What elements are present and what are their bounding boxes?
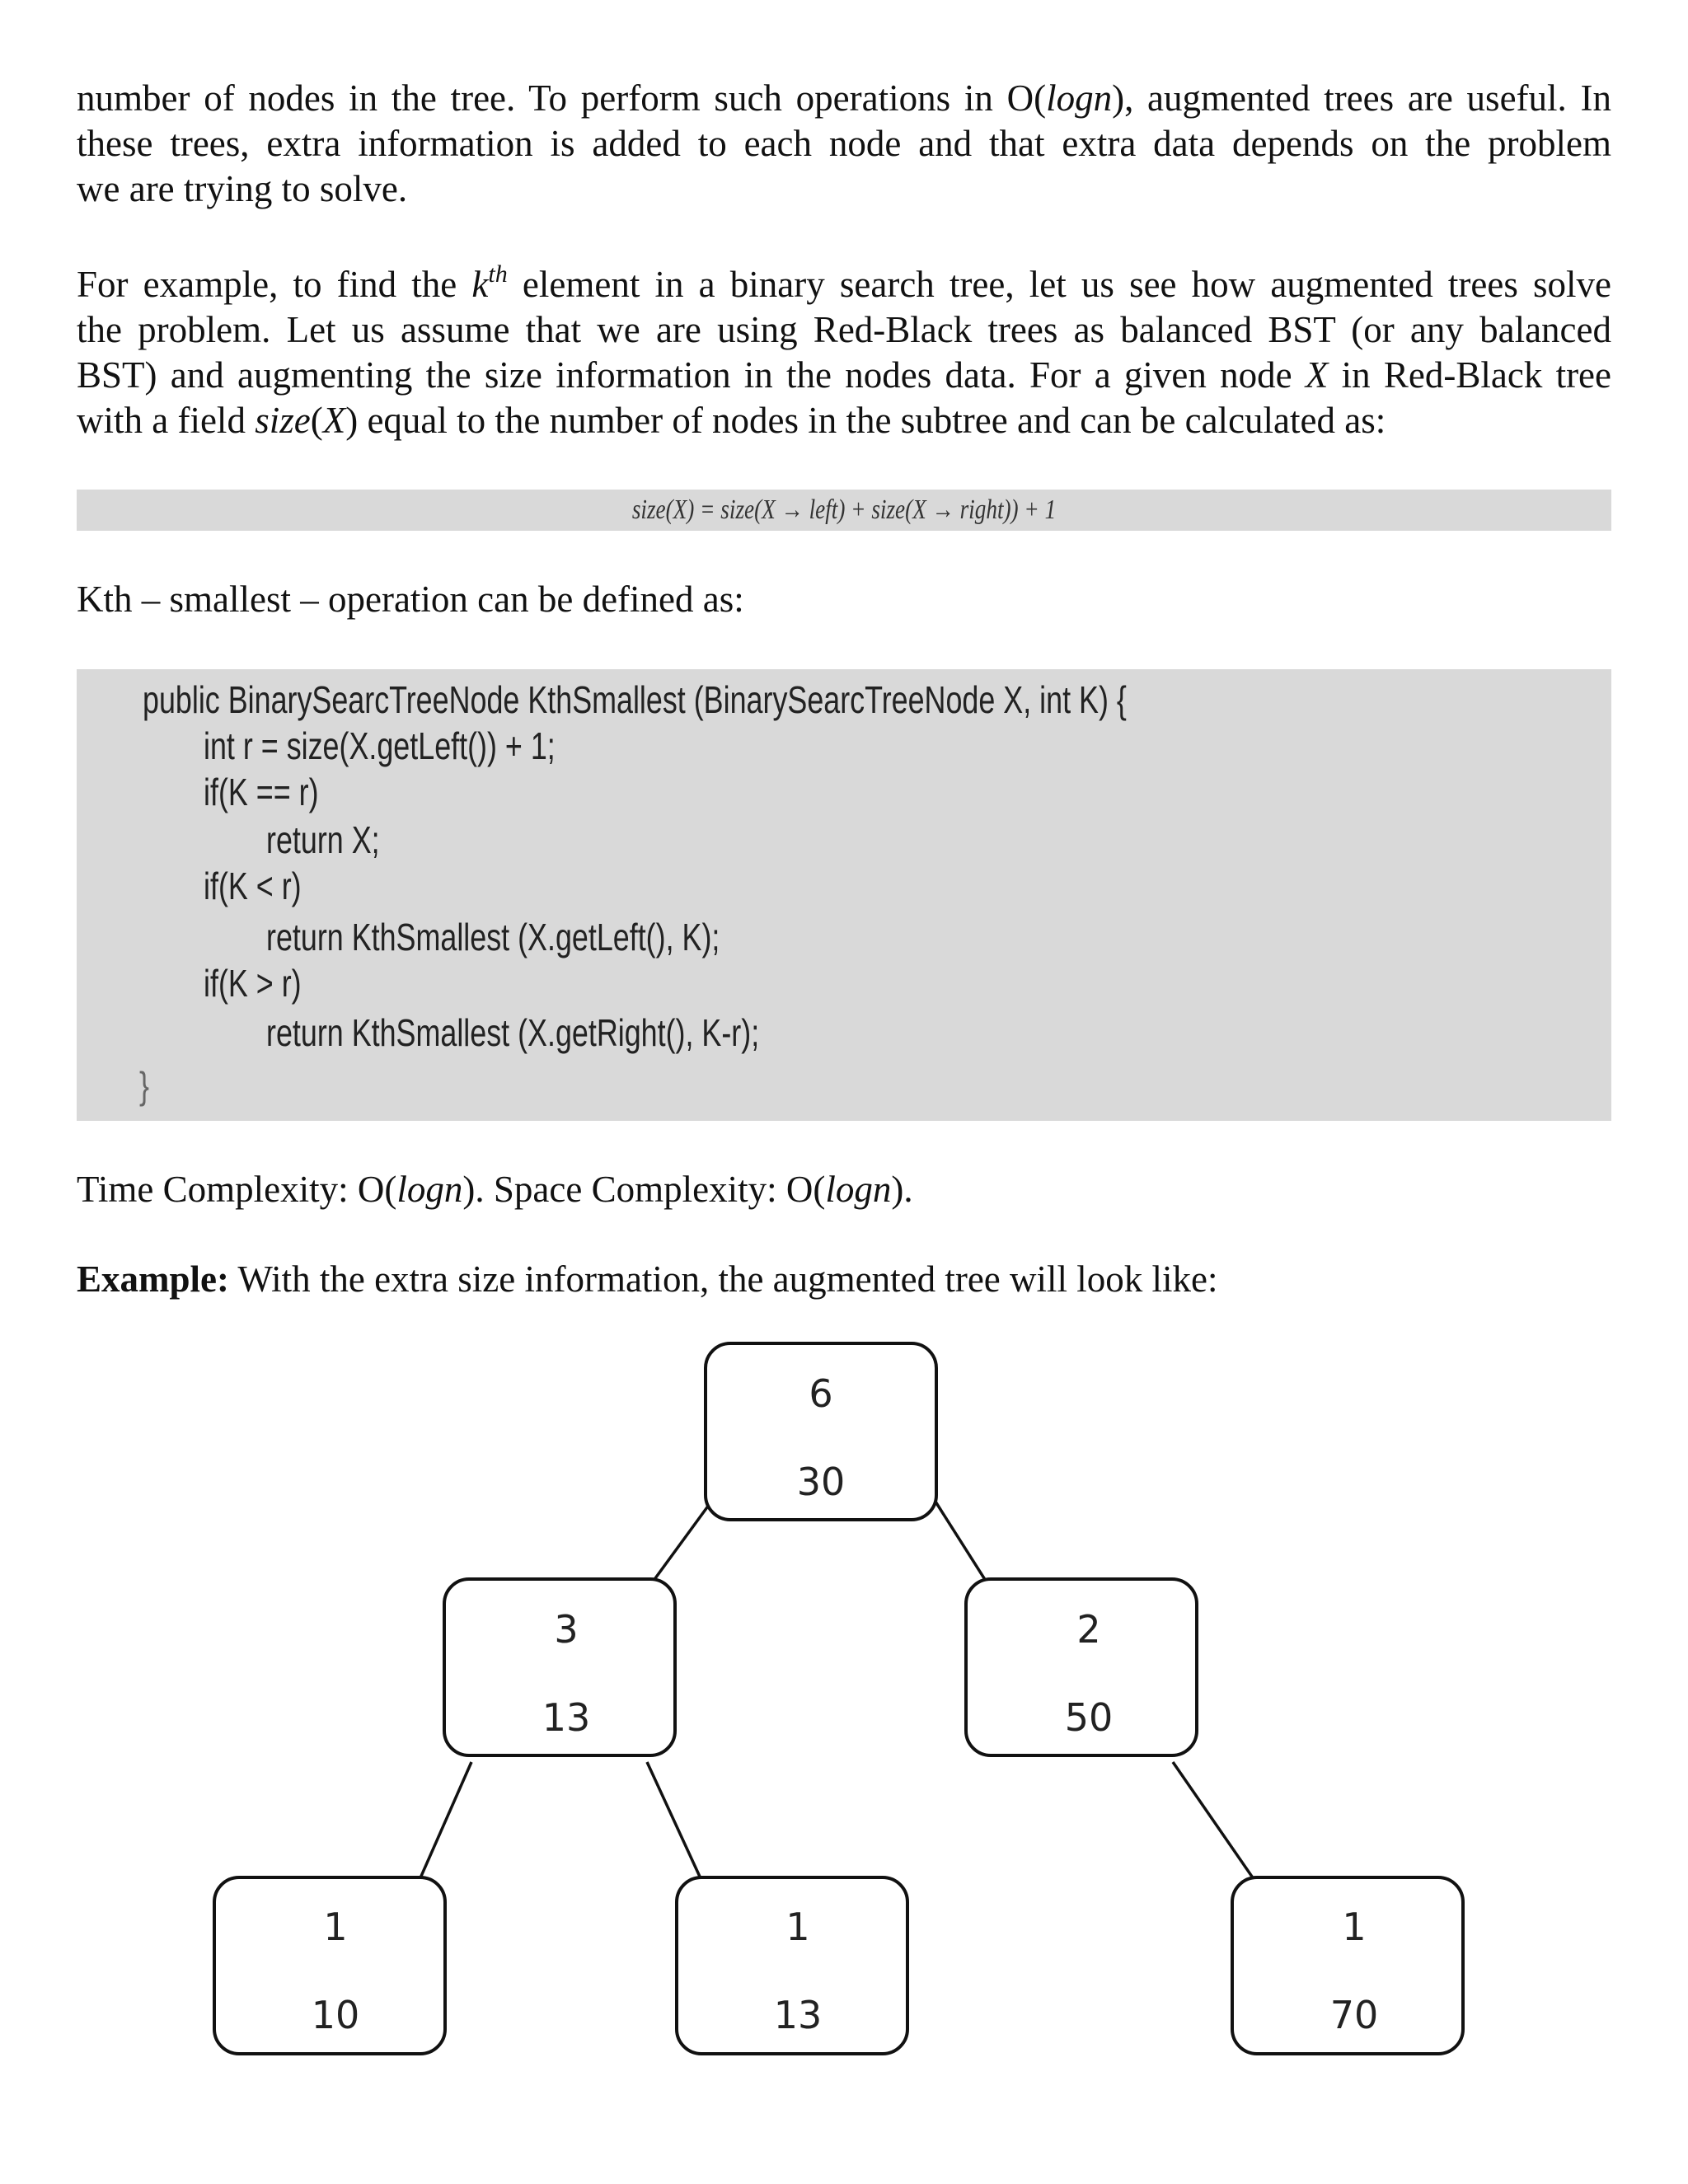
node-size: 1 — [785, 1905, 810, 1949]
node-size: 1 — [1342, 1905, 1367, 1949]
node-size: 1 — [323, 1905, 348, 1949]
italic-logn: logn — [1046, 77, 1113, 119]
code-line: if(K < r) — [204, 865, 302, 907]
example-label: Example: — [77, 1258, 229, 1300]
code-line: } — [139, 1064, 149, 1107]
node-value: 13 — [773, 1993, 823, 2037]
node-value: 13 — [542, 1695, 591, 1740]
node-value: 50 — [1064, 1695, 1114, 1740]
italic-x: X — [1305, 354, 1329, 396]
superscript-th: th — [488, 260, 508, 288]
edge-left-leftright — [647, 1762, 705, 1887]
text-span: in Red-Black tree — [1341, 354, 1612, 396]
paragraph-line: these trees, extra information is added to each node and that extra data depends on the problem — [77, 123, 1611, 164]
tree-node-right-right — [1232, 1877, 1463, 2054]
code-line: if(K == r) — [204, 771, 319, 813]
text-span: ). Space Complexity: O( — [462, 1169, 826, 1210]
italic-logn: logn — [825, 1169, 892, 1210]
kth-smallest-intro: Kth – smallest – operation can be defined as: — [77, 579, 744, 620]
node-size: 3 — [554, 1607, 579, 1652]
size-formula: size(X) = size(X → left) + size(X → right)) + 1 — [631, 494, 1057, 525]
code-line: return KthSmallest (X.getLeft(), K); — [266, 916, 720, 958]
edge-left-leftleft — [416, 1762, 471, 1887]
text-span: ). — [891, 1169, 913, 1210]
code-line: int r = size(X.getLeft()) + 1; — [204, 724, 556, 767]
text-span: number of nodes in the tree. To perform such operations in O( — [77, 77, 1047, 119]
node-size: 6 — [809, 1371, 833, 1416]
text-span: BST) and augmenting the size information in the nodes data. For a given node — [77, 354, 1292, 396]
text-span: ) equal to the number of nodes in the subtree and can be calculated as: — [345, 400, 1386, 441]
edge-right-rightright — [1173, 1762, 1259, 1887]
paragraph-line: we are trying to solve. — [77, 168, 408, 209]
node-value: 30 — [796, 1460, 846, 1504]
node-value: 10 — [311, 1993, 360, 2037]
code-line: return X; — [266, 818, 380, 861]
tree-node-right — [966, 1579, 1197, 1755]
example-text: With the extra size information, the augmented tree will look like: — [229, 1258, 1218, 1300]
italic-x: X — [322, 400, 346, 441]
text-span: with a field — [77, 400, 246, 441]
tree-node-left-left — [214, 1877, 445, 2054]
text-span: ), augmented trees are useful. In — [1112, 77, 1611, 119]
edge-root-left — [649, 1502, 711, 1587]
tree-node-left-right — [677, 1877, 907, 2054]
italic-k: k — [471, 264, 489, 305]
node-size: 2 — [1076, 1607, 1101, 1652]
tree-node-left — [444, 1579, 675, 1755]
paragraph-line: the problem. Let us assume that we are using Red-Black trees as balanced BST (or any balanced — [77, 309, 1611, 350]
italic-size: size — [255, 400, 311, 441]
text-span: For example, to find the — [77, 264, 457, 305]
text-span: ( — [310, 400, 323, 441]
text-span: Time Complexity: O( — [77, 1169, 397, 1210]
code-line: return KthSmallest (X.getRight(), K-r); — [266, 1011, 760, 1054]
code-line: public BinarySearcTreeNode KthSmallest (BinarySearcTreeNode X, int K) { — [143, 678, 1127, 721]
tree-node-root — [706, 1343, 936, 1520]
edge-root-right — [935, 1502, 990, 1587]
text-span: element in a binary search tree, let us see how augmented trees solve — [522, 264, 1611, 305]
node-value: 70 — [1329, 1993, 1379, 2037]
code-line: if(K > r) — [204, 962, 302, 1005]
italic-logn: logn — [396, 1169, 463, 1210]
